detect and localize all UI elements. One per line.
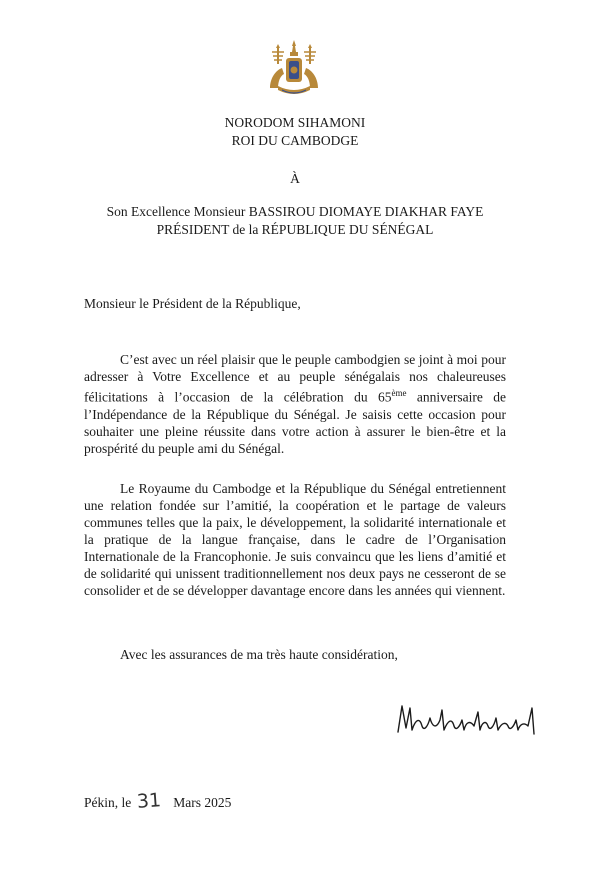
date-month-year: Mars 2025 xyxy=(173,795,232,810)
paragraph-1-part-a: C’est avec un réel plaisir que le peuple cambodgien se joint à moi pour adresser à Votre Excellence et au peuple sénégalais nos chaleureuses félicitations à l’occasion de la célébration du 65 xyxy=(84,352,506,405)
date-day-handwritten: 31 xyxy=(136,789,163,813)
sender-name: NORODOM SIHAMONI xyxy=(224,115,366,130)
recipient-name: Son Excellence Monsieur BASSIROU DIOMAYE DIAKHAR FAYE xyxy=(106,204,484,219)
recipient-prefix: À xyxy=(290,171,300,186)
salutation: Monsieur le Président de la République, xyxy=(84,296,301,311)
signature-icon xyxy=(392,696,542,738)
paragraph-2: Le Royaume du Cambodge et la République du Sénégal entretiennent une relation fondée sur l’amitié, la coopération et le partage de valeurs communes telles que la paix, le développement, la solidarité internationale et la pratique de la langue française, dans le cadre de l’Organisation Internationale de la Francophonie. Je suis convaincu que les liens d’amitié et de solidarité qui unissent traditionnellement nos deux pays ne cesseront de se consolider et de se développer davantage encore dans les années qui viennent. xyxy=(84,481,506,598)
date-prefix: Pékin, le xyxy=(84,795,132,810)
paragraph-1-part-b: anniversaire de l’Indépendance de la République du Sénégal. Je saisis cette occasion pour souhaiter une pleine réussite dans votre action à assurer le bien-être et la prospérité du peuple ami du Sénégal. xyxy=(84,389,506,456)
sender-title: ROI DU CAMBODGE xyxy=(231,133,359,148)
date-line xyxy=(84,790,231,812)
paragraph-1 xyxy=(84,351,506,457)
ordinal-suffix: ème xyxy=(391,388,407,398)
royal-emblem-icon xyxy=(262,38,326,102)
closing-formula: Avec les assurances de ma très haute considération, xyxy=(120,647,398,662)
recipient-title: PRÉSIDENT de la RÉPUBLIQUE DU SÉNÉGAL xyxy=(156,222,434,237)
